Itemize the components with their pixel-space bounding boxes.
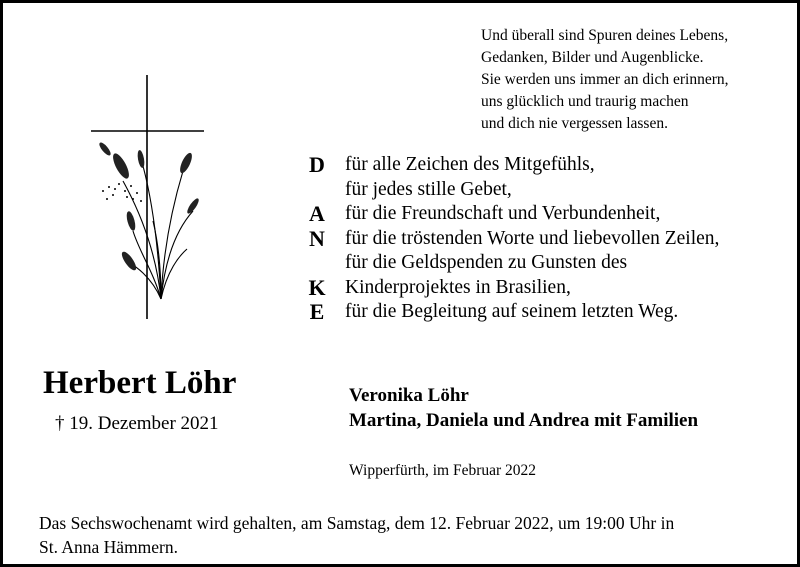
memorial-poem [481, 25, 729, 135]
poem-line: Sie werden uns immer an dich erinnern, [481, 71, 729, 88]
service-notice [39, 511, 674, 559]
thanks-text: für die Freundschaft und Verbundenheit, [345, 203, 661, 224]
poem-line: Gedanken, Bilder und Augenblicke. [481, 49, 704, 66]
thanks-letter: N [309, 225, 325, 251]
place-date: Wipperfürth, im Februar 2022 [349, 462, 537, 479]
thanks-text: Kinderprojektes in Brasilien, [345, 276, 571, 298]
death-date: † 19. Dezember 2021 [55, 413, 219, 434]
thanks-text: für jedes stille Gebet, [345, 178, 512, 200]
poem-line: Und überall sind Spuren deines Lebens, [481, 27, 729, 44]
thanks-text: für die Geldspenden zu Gunsten des [345, 252, 628, 273]
thanks-letter: K [308, 274, 326, 300]
family-line: Martina, Daniela und Andrea mit Familien [349, 410, 699, 431]
thanks-text: für alle Zeichen des Mitgefühls, [345, 154, 595, 175]
notice-line: Das Sechswochenamt wird gehalten, am Samstag, dem 12. Februar 2022, um 19:00 Uhr in [39, 513, 675, 533]
family-line: Veronika Löhr [349, 385, 469, 406]
thanks-letter: D [309, 152, 325, 177]
notice-line: St. Anna Hämmern. [39, 537, 179, 557]
deceased-name: Herbert Löhr [43, 365, 237, 401]
poem-line: uns glücklich und traurig machen [481, 93, 689, 110]
thanks-text: für die tröstenden Worte und liebevollen Zeilen, [345, 227, 720, 249]
cross-with-wheat-icon [83, 71, 223, 326]
thanks-letter: E [309, 299, 325, 324]
poem-line: und dich nie vergessen lassen. [481, 115, 668, 132]
thanks-letter: A [309, 201, 325, 226]
thanks-text: für die Begleitung auf seinem letzten Weg. [345, 301, 679, 322]
family-signatures [349, 383, 698, 433]
